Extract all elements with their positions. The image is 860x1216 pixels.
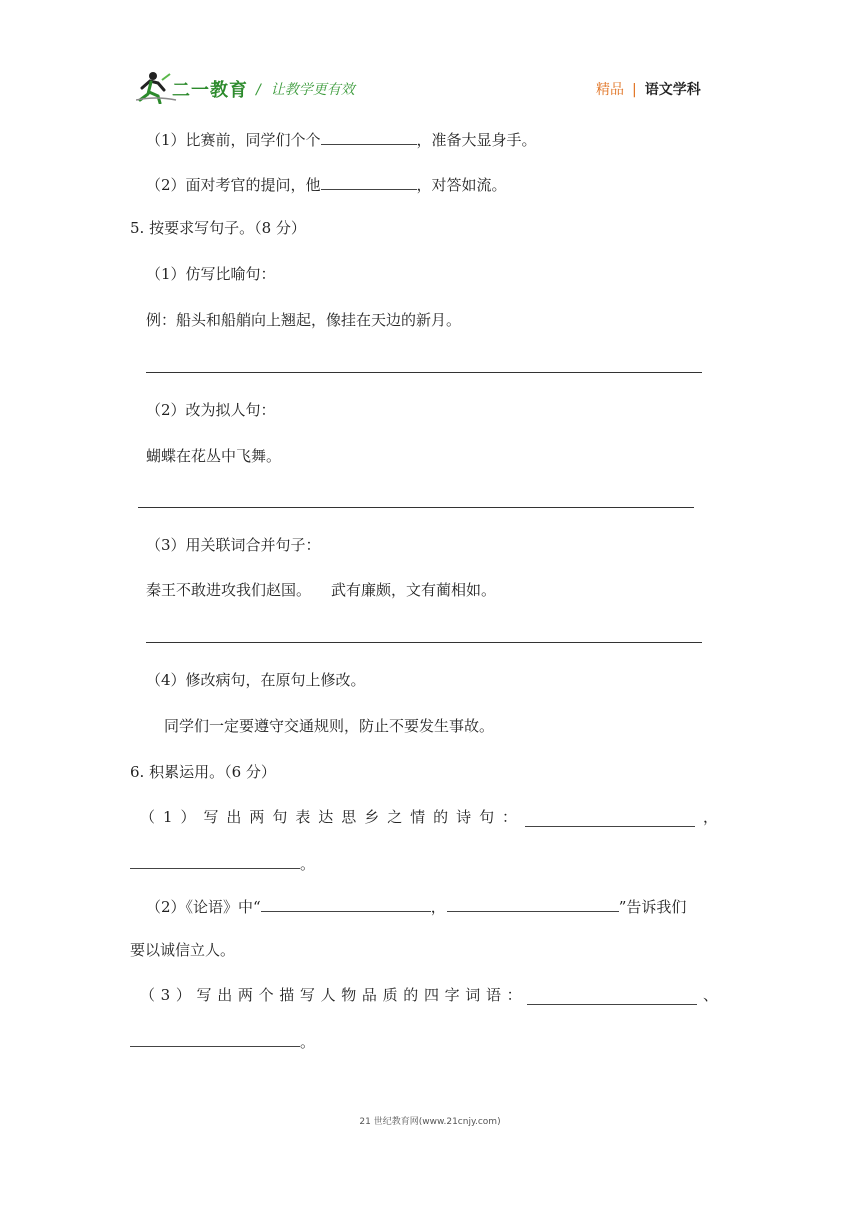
q6-s3-char: 质 xyxy=(382,986,398,1004)
q6-s3-char: 个 xyxy=(258,986,274,1004)
page-footer: 21 世纪教育网(www.21cnjy.com) xyxy=(359,1117,501,1127)
q6-s3-char: ） xyxy=(175,986,191,1004)
q6-s3-blank-1[interactable] xyxy=(527,988,697,1005)
q4-item-1-suffix: ，准备大显身手。 xyxy=(416,131,537,149)
q6-s3-char: 语 xyxy=(485,986,501,1004)
q6-s3-char: 字 xyxy=(444,986,460,1004)
q4-item-2 xyxy=(146,173,507,195)
q6-s1-blank-2[interactable] xyxy=(130,852,300,869)
q6-s3-char: 四 xyxy=(423,986,439,1004)
q5-s3-sentence-b: 武有廉颇，文有蔺相如。 xyxy=(331,581,497,599)
q6-s3-blank-2[interactable] xyxy=(130,1030,300,1047)
q5-s1-example: 例：船头和船艄向上翘起，像挂在天边的新月。 xyxy=(146,311,462,329)
q5-s3-sentence-a: 秦王不敢进攻我们赵国。 xyxy=(146,581,312,599)
q6-s3-line1 xyxy=(140,985,718,1005)
q6-s1-separator: ， xyxy=(702,808,718,826)
logo-text: 二一教育 xyxy=(172,80,248,101)
q6-s3-char: 词 xyxy=(465,986,481,1004)
slogan-slash: / xyxy=(256,82,261,98)
q6-s3-char: ： xyxy=(506,986,522,1004)
q6-s2-line2: 要以诚信立人。 xyxy=(130,941,236,959)
q6-s3-char: 的 xyxy=(403,986,419,1004)
quality-label: 精品 xyxy=(596,82,624,98)
q6-title: 6. 积累运用。（6 分） xyxy=(130,763,276,781)
q6-s1-char: 写 xyxy=(203,808,219,826)
q6-s3-char: 出 xyxy=(217,986,233,1004)
page-header xyxy=(0,0,860,110)
q6-s1-char: 1 xyxy=(162,808,173,826)
q6-s1-end: 。 xyxy=(300,855,316,873)
q5-s3-sentences xyxy=(146,580,496,600)
q6-s3-char: （ xyxy=(140,986,156,1004)
q6-s1-char: 诗 xyxy=(456,808,472,826)
q6-s1-char: （ xyxy=(140,808,156,826)
q6-s3-char: 两 xyxy=(237,986,253,1004)
q5-s3-label: （3）用关联词合并句子： xyxy=(146,536,321,554)
q6-s2-line1 xyxy=(146,895,686,917)
q6-s1-char: 句 xyxy=(272,808,288,826)
q6-s2-prefix: （2）《论语》中“ xyxy=(146,898,261,916)
q6-s2-separator: ， xyxy=(430,898,446,916)
q4-item-2-prefix: （2）面对考官的提问，他 xyxy=(146,176,321,194)
slogan-text: 让教学更有效 xyxy=(270,82,355,98)
q6-s1-char: 的 xyxy=(433,808,449,826)
header-subject xyxy=(596,79,701,99)
q5-s2-sentence: 蝴蝶在花丛中飞舞。 xyxy=(146,447,282,465)
q6-s1-char: 句 xyxy=(479,808,495,826)
q6-s3-char: 品 xyxy=(361,986,377,1004)
q6-s2-blank-1[interactable] xyxy=(261,895,431,912)
q6-s3-char: 写 xyxy=(299,986,315,1004)
subject-label: 语文学科 xyxy=(644,82,701,98)
header-divider: | xyxy=(632,82,637,98)
q6-s1-char: 达 xyxy=(318,808,334,826)
q4-item-2-blank[interactable] xyxy=(321,173,417,190)
q5-s2-answer-line[interactable] xyxy=(138,507,694,508)
q6-s3-char: 物 xyxy=(341,986,357,1004)
q5-s4-sentence: 同学们一定要遵守交通规则，防止不要发生事故。 xyxy=(164,717,495,735)
q6-s1-line1 xyxy=(140,807,718,827)
q6-s1-char: 情 xyxy=(410,808,426,826)
slogan xyxy=(256,79,355,99)
q6-s1-char: 思 xyxy=(341,808,357,826)
q6-s3-char: 人 xyxy=(320,986,336,1004)
q5-s3-answer-line[interactable] xyxy=(146,642,702,643)
q6-s3-line2 xyxy=(130,1030,315,1052)
q5-s2-label: （2）改为拟人句： xyxy=(146,401,276,419)
q6-s1-char: 表 xyxy=(295,808,311,826)
q6-s3-end: 。 xyxy=(300,1033,316,1051)
q6-s3-char: 写 xyxy=(196,986,212,1004)
q4-item-1 xyxy=(146,128,537,150)
q4-item-1-blank[interactable] xyxy=(321,128,417,145)
q6-s1-char: ） xyxy=(180,808,196,826)
q6-s3-char: 3 xyxy=(160,986,171,1004)
q6-s2-suffix: ”告诉我们 xyxy=(618,898,687,916)
q6-s1-char: 出 xyxy=(226,808,242,826)
q5-s1-label: （1）仿写比喻句： xyxy=(146,265,276,283)
q6-s1-char: ： xyxy=(502,808,518,826)
q5-s4-label: （4）修改病句，在原句上修改。 xyxy=(146,671,366,689)
q6-s1-char: 两 xyxy=(249,808,265,826)
q6-s1-blank-1[interactable] xyxy=(525,810,695,827)
q4-item-1-prefix: （1）比赛前，同学们个个 xyxy=(146,131,321,149)
q6-s1-char: 乡 xyxy=(364,808,380,826)
q6-s3-char: 描 xyxy=(279,986,295,1004)
q6-s2-blank-2[interactable] xyxy=(447,895,619,912)
q6-s1-char: 之 xyxy=(387,808,403,826)
q6-s1-line2 xyxy=(130,852,315,874)
q5-s1-answer-line[interactable] xyxy=(146,372,702,373)
q4-item-2-suffix: ，对答如流。 xyxy=(416,176,507,194)
q6-s3-separator: 、 xyxy=(702,986,718,1004)
q5-title: 5. 按要求写句子。（8 分） xyxy=(130,219,306,237)
